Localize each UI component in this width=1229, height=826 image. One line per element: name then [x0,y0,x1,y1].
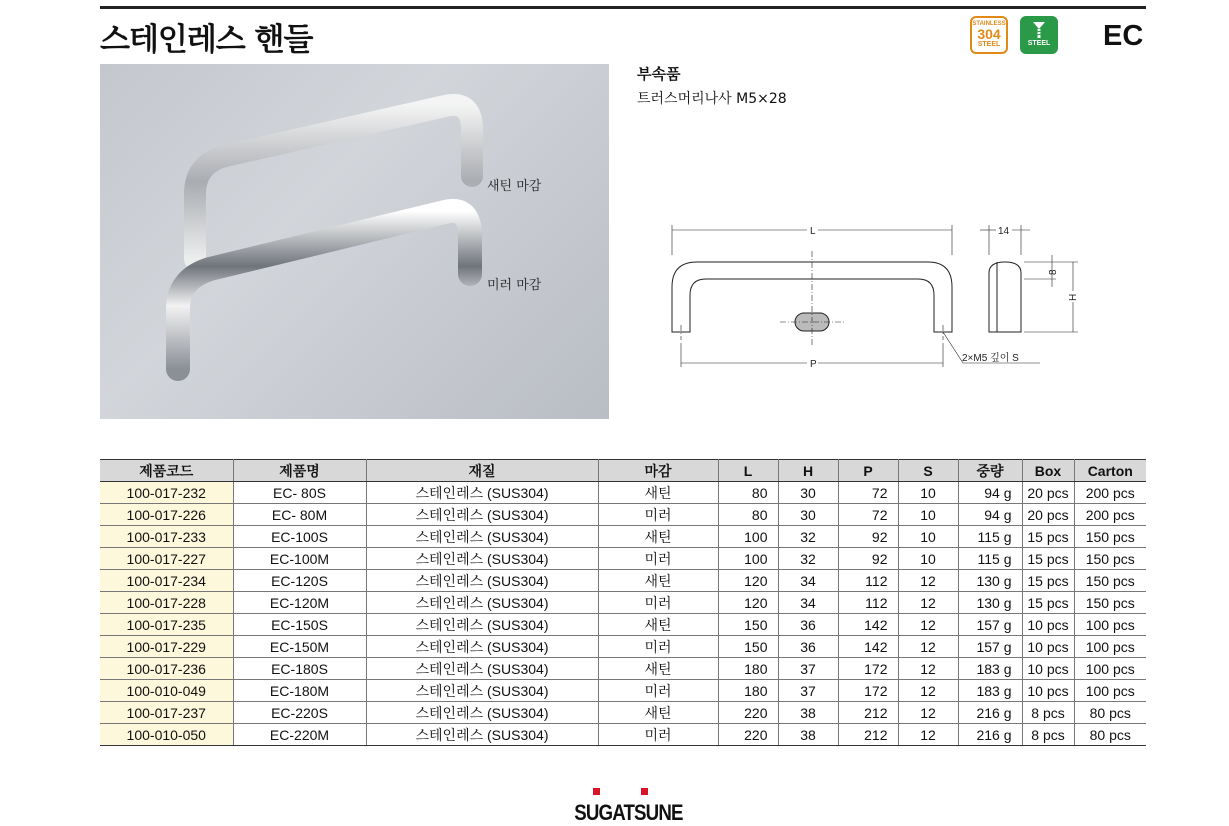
series-code: EC [1103,20,1144,52]
table-cell: EC- 80S [233,482,366,504]
steel-screw-badge: STEEL [1020,16,1058,54]
table-cell: 100 pcs [1074,680,1146,702]
table-cell: 150 [718,636,778,658]
table-cell: 100-017-227 [100,548,233,570]
table-cell: 100-010-049 [100,680,233,702]
brand-logo [566,786,683,825]
table-cell: 10 [898,526,958,548]
table-cell: 스테인레스 (SUS304) [366,482,598,504]
table-cell: EC-220S [233,702,366,724]
table-cell: EC-120S [233,570,366,592]
table-cell: 새틴 [598,614,718,636]
table-cell: EC-180M [233,680,366,702]
screw-icon [1032,21,1046,39]
dim-label-l: L [810,226,816,237]
table-cell: 스테인레스 (SUS304) [366,658,598,680]
table-cell: 30 [778,504,838,526]
table-cell: 100 [718,526,778,548]
table-row [100,614,1146,636]
table-cell: 12 [898,658,958,680]
table-cell: 130 g [958,570,1022,592]
table-row [100,548,1146,570]
table-cell: 100-017-236 [100,658,233,680]
spec-table [100,459,1146,746]
table-cell: 120 [718,592,778,614]
table-cell: 112 [838,570,898,592]
table-cell: 220 [718,702,778,724]
table-row [100,724,1146,746]
table-cell: 30 [778,482,838,504]
table-cell: 10 [898,482,958,504]
table-row [100,592,1146,614]
col-header: Box [1022,460,1074,482]
table-cell: 미러 [598,504,718,526]
table-row [100,504,1146,526]
table-cell: EC-100S [233,526,366,548]
table-cell: EC-150M [233,636,366,658]
logo-wordmark: SUGATSUNE [574,800,683,825]
accessories-title: 부속품 [637,65,681,83]
table-cell: 8 pcs [1022,724,1074,746]
table-cell: 100-017-228 [100,592,233,614]
table-cell: 12 [898,636,958,658]
table-cell: 새틴 [598,702,718,724]
table-cell: EC-120M [233,592,366,614]
logo-accent-dot [641,788,648,795]
table-cell: 10 [898,504,958,526]
table-cell: EC-180S [233,658,366,680]
table-cell: 32 [778,526,838,548]
table-cell: 100-010-050 [100,724,233,746]
table-row [100,658,1146,680]
table-cell: 34 [778,592,838,614]
table-row [100,482,1146,504]
table-cell: 37 [778,658,838,680]
col-header: P [838,460,898,482]
table-cell: 183 g [958,680,1022,702]
table-cell: 100-017-234 [100,570,233,592]
table-cell: 34 [778,570,838,592]
col-header: S [898,460,958,482]
table-cell: EC-100M [233,548,366,570]
table-cell: 80 pcs [1074,724,1146,746]
table-cell: 172 [838,680,898,702]
table-cell: 10 pcs [1022,614,1074,636]
col-header: 제품코드 [100,460,233,482]
table-cell: 20 pcs [1022,482,1074,504]
table-cell: 스테인레스 (SUS304) [366,724,598,746]
table-cell: 157 g [958,614,1022,636]
table-cell: 100-017-226 [100,504,233,526]
table-cell: 216 g [958,724,1022,746]
col-header: 마감 [598,460,718,482]
table-cell: 115 g [958,526,1022,548]
product-photo [100,64,609,419]
table-cell: 스테인레스 (SUS304) [366,570,598,592]
col-header: 중량 [958,460,1022,482]
table-cell: 32 [778,548,838,570]
dim-label-14: 14 [998,226,1010,237]
table-cell: 미러 [598,680,718,702]
col-header: 제품명 [233,460,366,482]
table-cell: 212 [838,702,898,724]
table-cell: 15 pcs [1022,570,1074,592]
table-cell: 172 [838,658,898,680]
table-cell: 157 g [958,636,1022,658]
table-cell: 12 [898,680,958,702]
table-cell: 36 [778,636,838,658]
table-cell: 180 [718,680,778,702]
table-cell: 100 pcs [1074,658,1146,680]
dim-label-h: H [1068,293,1079,301]
table-cell: 80 [718,504,778,526]
table-cell: 스테인레스 (SUS304) [366,614,598,636]
table-cell: 100-017-229 [100,636,233,658]
page-title: 스테인레스 핸들 [100,22,313,58]
table-row [100,702,1146,724]
table-cell: 80 pcs [1074,702,1146,724]
table-cell: 스테인레스 (SUS304) [366,702,598,724]
handle-photo-illustration [100,64,609,419]
table-cell: 스테인레스 (SUS304) [366,526,598,548]
table-row [100,636,1146,658]
table-cell: 36 [778,614,838,636]
table-cell: 72 [838,504,898,526]
table-cell: 150 pcs [1074,526,1146,548]
table-cell: 스테인레스 (SUS304) [366,548,598,570]
table-cell: 100-017-237 [100,702,233,724]
table-cell: 92 [838,548,898,570]
table-cell: 12 [898,592,958,614]
table-cell: 스테인레스 (SUS304) [366,592,598,614]
table-cell: 120 [718,570,778,592]
stainless-304-badge: STAINLESS 304 STEEL [970,16,1008,54]
table-cell: EC-220M [233,724,366,746]
table-cell: 130 g [958,592,1022,614]
table-cell: 150 pcs [1074,592,1146,614]
table-cell: 8 pcs [1022,702,1074,724]
thread-depth-label: 2×M5 깊이 S [962,353,1019,364]
table-cell: 200 pcs [1074,504,1146,526]
col-header: H [778,460,838,482]
table-cell: 94 g [958,482,1022,504]
accessory-screw: 트러스머리나사 M5×28 [637,91,787,107]
table-cell: 183 g [958,658,1022,680]
table-cell: 100 pcs [1074,614,1146,636]
table-cell: 212 [838,724,898,746]
table-row [100,570,1146,592]
table-header-row [100,460,1146,482]
table-cell: 10 [898,548,958,570]
table-cell: 115 g [958,548,1022,570]
table-cell: 15 pcs [1022,548,1074,570]
table-cell: EC-150S [233,614,366,636]
table-cell: 미러 [598,548,718,570]
table-cell: 100 [718,548,778,570]
table-cell: 새틴 [598,526,718,548]
top-rule [100,6,1146,9]
table-cell: 100-017-233 [100,526,233,548]
table-cell: 스테인레스 (SUS304) [366,636,598,658]
table-cell: 142 [838,614,898,636]
table-cell: 스테인레스 (SUS304) [366,680,598,702]
table-cell: EC- 80M [233,504,366,526]
dimension-drawing [660,215,1100,375]
table-cell: 12 [898,614,958,636]
table-cell: 15 pcs [1022,526,1074,548]
table-cell: 미러 [598,724,718,746]
table-cell: 15 pcs [1022,592,1074,614]
table-cell: 92 [838,526,898,548]
table-cell: 미러 [598,592,718,614]
dim-label-p: P [810,359,817,370]
table-cell: 새틴 [598,658,718,680]
col-header: L [718,460,778,482]
mirror-finish-label: 미러 마감 [487,278,542,293]
table-cell: 10 pcs [1022,658,1074,680]
table-row [100,526,1146,548]
table-cell: 20 pcs [1022,504,1074,526]
table-cell: 100-017-232 [100,482,233,504]
table-cell: 100 pcs [1074,636,1146,658]
table-cell: 100-017-235 [100,614,233,636]
table-cell: 37 [778,680,838,702]
table-cell: 150 [718,614,778,636]
table-cell: 12 [898,724,958,746]
satin-finish-label: 새틴 마감 [487,179,542,194]
table-cell: 10 pcs [1022,636,1074,658]
table-cell: 150 pcs [1074,548,1146,570]
table-cell: 스테인레스 (SUS304) [366,504,598,526]
table-cell: 새틴 [598,570,718,592]
table-cell: 142 [838,636,898,658]
table-cell: 94 g [958,504,1022,526]
table-cell: 112 [838,592,898,614]
table-cell: 새틴 [598,482,718,504]
table-cell: 10 pcs [1022,680,1074,702]
col-header: Carton [1074,460,1146,482]
table-cell: 12 [898,702,958,724]
table-cell: 미러 [598,636,718,658]
table-cell: 150 pcs [1074,570,1146,592]
table-cell: 200 pcs [1074,482,1146,504]
table-body [100,482,1146,746]
table-cell: 220 [718,724,778,746]
table-cell: 72 [838,482,898,504]
table-cell: 38 [778,724,838,746]
table-row [100,680,1146,702]
logo-accent-dot [593,788,600,795]
table-cell: 12 [898,570,958,592]
col-header: 재질 [366,460,598,482]
table-cell: 216 g [958,702,1022,724]
table-cell: 180 [718,658,778,680]
table-cell: 80 [718,482,778,504]
dim-label-8: 8 [1048,269,1059,275]
table-cell: 38 [778,702,838,724]
